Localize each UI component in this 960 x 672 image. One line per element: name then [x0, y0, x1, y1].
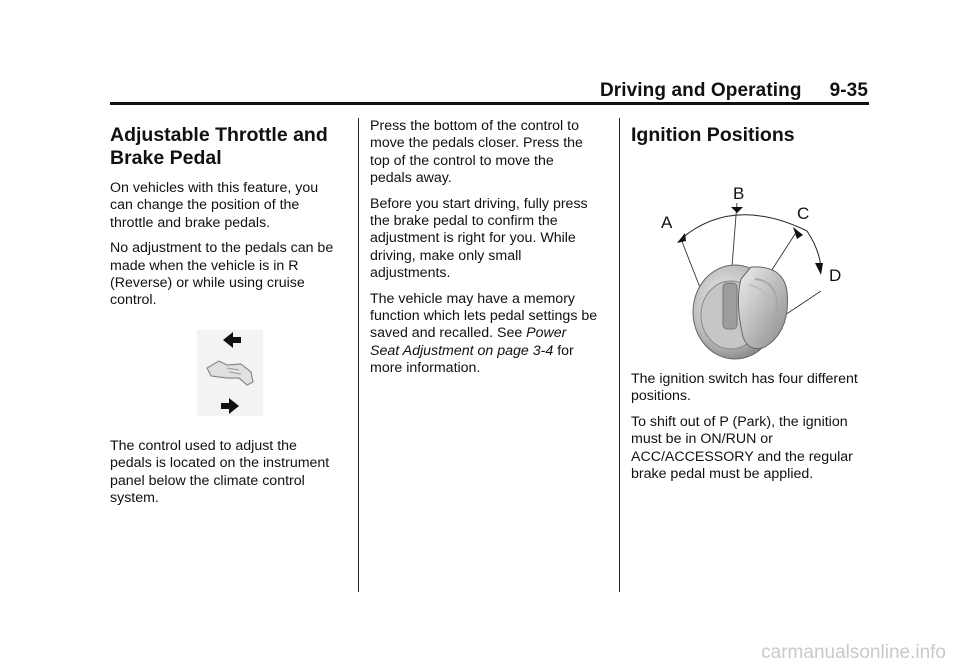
paragraph-text: The vehicle may have a memory function which lets pedal settings be saved and recalled. See	[370, 290, 598, 342]
paragraph: To shift out of P (Park), the ignition must be in ON/RUN or ACC/ACCESSORY and the regular brake pedal must be applied.	[631, 413, 853, 483]
paragraph-text: for more information.	[370, 342, 574, 377]
column-left	[110, 118, 340, 515]
column-divider-2	[619, 118, 620, 592]
paragraph: No adjustment to the pedals can be made when the vehicle is in R (Reverse) or while using cruise control.	[110, 240, 334, 309]
pointer-a-icon	[677, 233, 686, 243]
label-a: A	[661, 213, 673, 232]
label-d: D	[829, 266, 842, 285]
label-c: C	[797, 204, 810, 223]
paragraph: Press the bottom of the control to move the pedals closer. Press the top of the control to move the pedals away.	[370, 118, 583, 187]
column-right	[631, 118, 871, 491]
paragraph: Before you start driving, fully press the brake pedal to confirm the adjustment is right for you. While driving, make only small adjustments.	[370, 195, 588, 282]
cross-reference: Power Seat Adjustment on page 3-4	[370, 325, 567, 359]
column-middle	[370, 118, 598, 386]
ignition-cylinder-icon	[693, 265, 788, 359]
pointer-d-icon	[815, 263, 823, 275]
pointer-b-icon	[731, 207, 743, 213]
section-title: Driving and Operating	[599, 80, 802, 101]
paragraph	[370, 291, 598, 378]
header-rule	[110, 102, 869, 105]
paragraph: The ignition switch has four different positions.	[631, 371, 858, 405]
label-b: B	[733, 184, 745, 203]
column-divider-1	[358, 118, 359, 592]
paragraph: On vehicles with this feature, you can change the position of the throttle and brake pedals.	[110, 180, 319, 231]
ignition-switch-figure	[631, 167, 871, 367]
paragraph: The control used to adjust the pedals is located on the instrument panel below the climate control system.	[110, 437, 330, 507]
running-header	[600, 80, 868, 102]
section-heading-ignition: Ignition Positions	[631, 124, 795, 146]
section-heading-pedal: Adjustable Throttle and Brake Pedal	[110, 124, 328, 169]
pedal-control-figure	[197, 330, 263, 416]
page-number: 9-35	[829, 80, 868, 101]
watermark: carmanualsonline.info	[761, 642, 946, 663]
